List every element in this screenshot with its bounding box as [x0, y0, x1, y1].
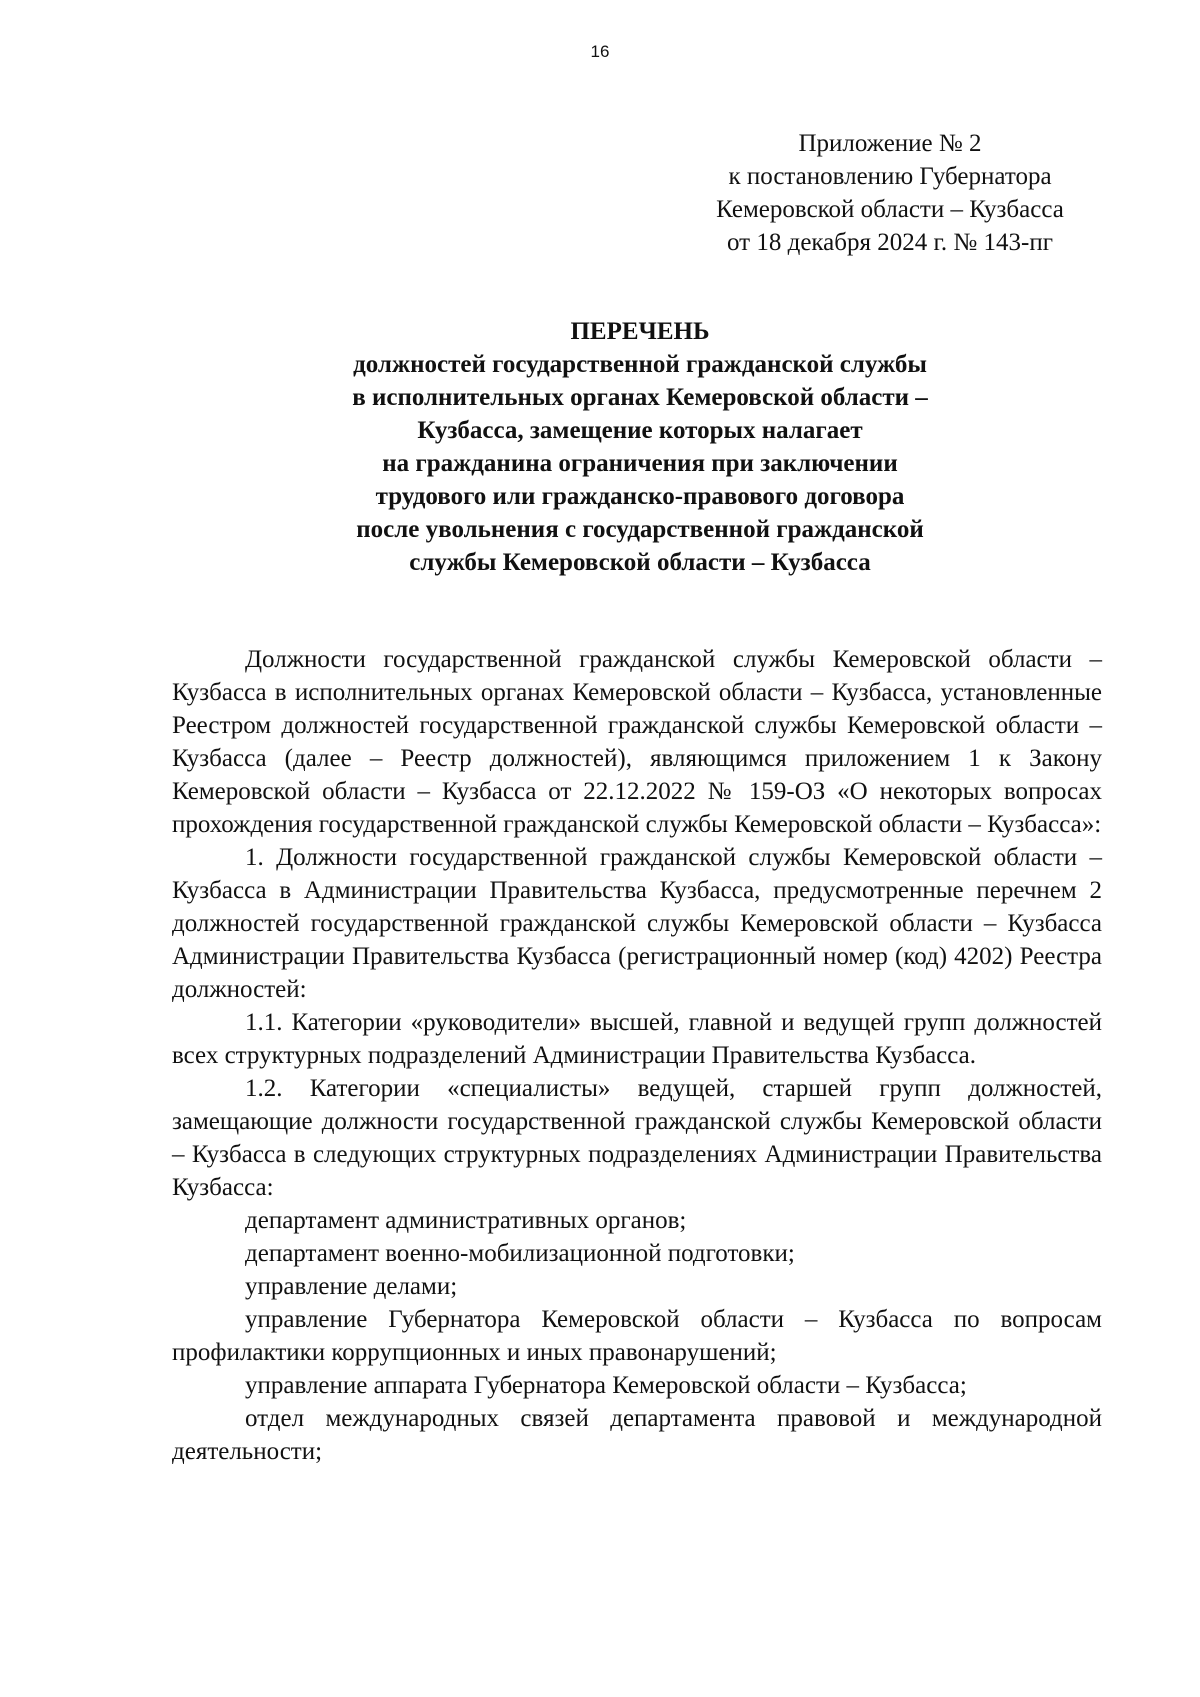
list-item: департамент административных органов; — [245, 1207, 687, 1234]
list-item: департамент военно-мобилизационной подготовки; — [245, 1240, 795, 1267]
title-line: в исполнительных органах Кемеровской области – — [352, 384, 928, 411]
list-item: управление Губернатора Кемеровской области – Кузбасса по вопросам профилактики коррупционных и иных правонарушений; — [172, 1306, 1102, 1366]
item-1-paragraph: 1. Должности государственной гражданской службы Кемеровской области – Кузбасса в Администрации Правительства Кузбасса, предусмотренные перечнем 2 должностей государственной гражданской службы Кемеровской области – Кузбасса Администрации Правительства Кузбасса (регистрационный номер (код) 4202) Реестра должностей: — [172, 844, 1102, 1003]
list-item: управление аппарата Губернатора Кемеровской области – Кузбасса; — [245, 1372, 967, 1399]
appendix-line: к постановлению Губернатора — [728, 163, 1052, 190]
appendix-header — [660, 127, 1120, 259]
intro-paragraph: Должности государственной гражданской службы Кемеровской области – Кузбасса в исполнительных органах Кемеровской области – Кузбасса, установленные Реестром должностей государственной гражданской службы Кемеровской области – Кузбасса (далее – Реестр должностей), являющимся приложением 1 к Закону Кемеровской области – Кузбасса от 22.12.2022 № 159-ОЗ «О некоторых вопросах прохождения государственной гражданской службы Кемеровской области – Кузбасса»: — [172, 646, 1102, 838]
document-body — [172, 643, 1102, 1468]
appendix-line: Приложение № 2 — [798, 130, 982, 157]
title-line: Кузбасса, замещение которых налагает — [417, 417, 863, 444]
title-line: трудового или гражданско-правового договора — [375, 483, 905, 510]
title-line: должностей государственной гражданской службы — [353, 351, 927, 378]
title-heading: ПЕРЕЧЕНЬ — [570, 318, 710, 345]
appendix-line: от 18 декабря 2024 г. № 143-пг — [727, 229, 1053, 256]
list-item: управление делами; — [245, 1273, 458, 1300]
item-1-2-paragraph: 1.2. Категории «специалисты» ведущей, старшей групп должностей, замещающие должности государственной гражданской службы Кемеровской области – Кузбасса в следующих структурных подразделениях Администрации Правительства Кузбасса: — [172, 1075, 1102, 1201]
item-1-1-paragraph: 1.1. Категории «руководители» высшей, главной и ведущей групп должностей всех структурных подразделений Администрации Правительства Кузбасса. — [172, 1009, 1102, 1069]
title-line: службы Кемеровской области – Кузбасса — [409, 549, 871, 576]
appendix-line: Кемеровской области – Кузбасса — [716, 196, 1064, 223]
list-item: отдел международных связей департамента правовой и международной деятельности; — [172, 1405, 1102, 1465]
title-line: после увольнения с государственной гражданской — [356, 516, 924, 543]
document-title — [200, 315, 1080, 579]
page-number: 16 — [590, 42, 610, 61]
title-line: на гражданина ограничения при заключении — [382, 450, 898, 477]
